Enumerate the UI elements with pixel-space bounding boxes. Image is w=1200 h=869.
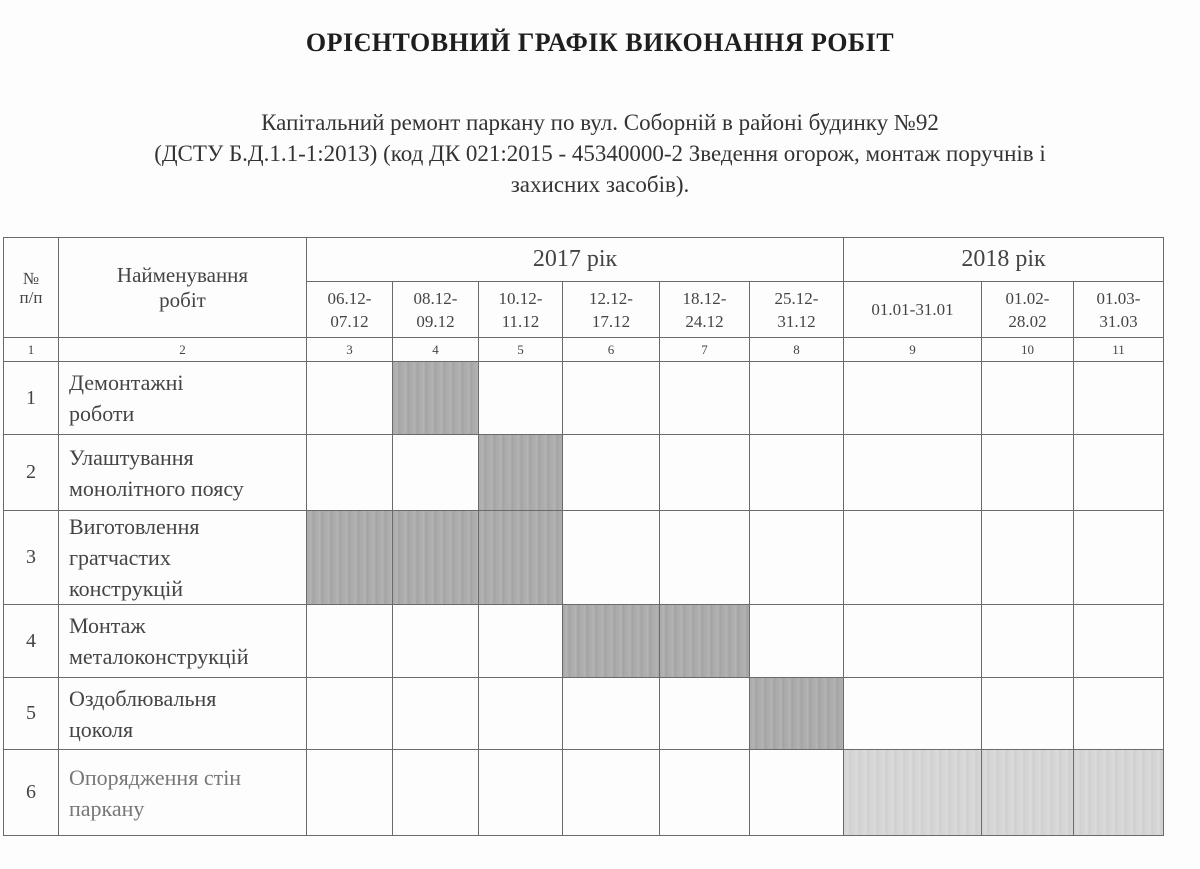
period-header-cell: [982, 282, 1074, 338]
column-number-cell: 6: [563, 338, 660, 362]
empty-period-cell: [844, 605, 982, 678]
empty-period-cell: [982, 362, 1074, 435]
period-label: 06.12- 07.12: [327, 288, 372, 331]
schedule-row: [4, 678, 1164, 750]
period-header-cell: [307, 282, 393, 338]
gantt-bar-cell: [982, 750, 1074, 836]
empty-period-cell: [982, 435, 1074, 511]
task-name: Оздоблювальня цоколя: [59, 678, 307, 750]
period-label: 12.12- 17.12: [589, 288, 633, 331]
task-name: Улаштування монолітного поясу: [59, 435, 307, 511]
schedule-row: [4, 750, 1164, 836]
period-label: 25.12- 31.12: [774, 288, 819, 331]
period-label: 08.12- 09.12: [413, 288, 458, 331]
empty-period-cell: [479, 750, 563, 836]
column-number-cell: 8: [750, 338, 844, 362]
period-label: 10.12- 11.12: [498, 288, 543, 331]
empty-period-cell: [844, 678, 982, 750]
column-number-cell: 5: [479, 338, 563, 362]
empty-period-cell: [563, 750, 660, 836]
column-number-cell: 7: [660, 338, 750, 362]
row-number: 5: [4, 678, 59, 750]
column-number-cell: 3: [307, 338, 393, 362]
empty-period-cell: [307, 362, 393, 435]
column-number-cell: 4: [393, 338, 479, 362]
period-header-cell: [393, 282, 479, 338]
task-name: Виготовлення гратчастих конструкцій: [59, 511, 307, 605]
gantt-bar-cell: [750, 678, 844, 750]
subtitle-line-2: (ДСТУ Б.Д.1.1-1:2013) (код ДК 021:2015 - 45340000-2 Зведення огорож, монтаж поручнів і: [154, 141, 1046, 166]
gantt-bar-cell: [660, 605, 750, 678]
period-header-cell: [1074, 282, 1164, 338]
empty-period-cell: [750, 511, 844, 605]
empty-period-cell: [1074, 511, 1164, 605]
empty-period-cell: [660, 511, 750, 605]
document-title: ОРІЄНТОВНИЙ ГРАФІК ВИКОНАННЯ РОБІТ: [305, 28, 895, 57]
gantt-bar-cell: [563, 605, 660, 678]
empty-period-cell: [1074, 362, 1164, 435]
column-number-row: [4, 338, 1164, 362]
row-number: 3: [4, 511, 59, 605]
empty-period-cell: [750, 750, 844, 836]
empty-period-cell: [563, 362, 660, 435]
header-number-label: № п/п: [19, 268, 43, 307]
column-number-cell: 9: [844, 338, 982, 362]
empty-period-cell: [844, 362, 982, 435]
empty-period-cell: [982, 605, 1074, 678]
period-label: 01.01-31.01: [871, 300, 954, 319]
empty-period-cell: [750, 362, 844, 435]
period-label: 01.02- 28.02: [1005, 288, 1050, 331]
gantt-bar-cell: [844, 750, 982, 836]
period-header-cell: [844, 282, 982, 338]
period-label: 18.12- 24.12: [682, 288, 727, 331]
empty-period-cell: [393, 678, 479, 750]
empty-period-cell: [307, 605, 393, 678]
empty-period-cell: [982, 511, 1074, 605]
column-number-cell: 10: [982, 338, 1074, 362]
gantt-bar-cell: [307, 511, 393, 605]
empty-period-cell: [660, 435, 750, 511]
empty-period-cell: [479, 678, 563, 750]
gantt-bar-cell: [393, 511, 479, 605]
schedule-row: [4, 362, 1164, 435]
empty-period-cell: [563, 678, 660, 750]
empty-period-cell: [1074, 435, 1164, 511]
empty-period-cell: [393, 435, 479, 511]
gantt-bar-cell: [479, 511, 563, 605]
empty-period-cell: [479, 605, 563, 678]
empty-period-cell: [1074, 678, 1164, 750]
empty-period-cell: [479, 362, 563, 435]
subtitle-line-3: захисних засобів).: [510, 172, 690, 197]
schedule-row: [4, 435, 1164, 511]
header-task-name-label: Найменування робіт: [116, 262, 249, 312]
header-number: [4, 238, 59, 338]
schedule-row: [4, 511, 1164, 605]
period-header-cell: [479, 282, 563, 338]
gantt-bar-cell: [393, 362, 479, 435]
empty-period-cell: [844, 435, 982, 511]
empty-period-cell: [307, 678, 393, 750]
empty-period-cell: [844, 511, 982, 605]
header-year-2018: 2018 рік: [844, 238, 1164, 282]
subtitle-line-1: Капітальний ремонт паркану по вул. Соборній в районі будинку №92: [261, 110, 939, 135]
schedule-table: [3, 237, 1164, 836]
schedule-body: [4, 238, 1164, 836]
empty-period-cell: [660, 678, 750, 750]
empty-period-cell: [307, 435, 393, 511]
schedule-row: [4, 605, 1164, 678]
document-subtitle: [20, 107, 1180, 200]
empty-period-cell: [660, 362, 750, 435]
header-year-2017: 2017 рік: [307, 238, 844, 282]
empty-period-cell: [307, 750, 393, 836]
task-name: Демонтажні роботи: [59, 362, 307, 435]
empty-period-cell: [750, 605, 844, 678]
row-number: 4: [4, 605, 59, 678]
row-number: 1: [4, 362, 59, 435]
gantt-bar-cell: [479, 435, 563, 511]
period-header-cell: [660, 282, 750, 338]
empty-period-cell: [660, 750, 750, 836]
gantt-bar-cell: [1074, 750, 1164, 836]
empty-period-cell: [563, 511, 660, 605]
empty-period-cell: [393, 605, 479, 678]
row-number: 6: [4, 750, 59, 836]
empty-period-cell: [1074, 605, 1164, 678]
period-header-cell: [563, 282, 660, 338]
column-number-cell: 2: [59, 338, 307, 362]
period-label: 01.03- 31.03: [1096, 288, 1141, 331]
empty-period-cell: [982, 678, 1074, 750]
row-number: 2: [4, 435, 59, 511]
column-number-cell: 1: [4, 338, 59, 362]
column-number-cell: 11: [1074, 338, 1164, 362]
empty-period-cell: [563, 435, 660, 511]
header-task-name: [59, 238, 307, 338]
empty-period-cell: [750, 435, 844, 511]
empty-period-cell: [393, 750, 479, 836]
period-header-cell: [750, 282, 844, 338]
task-name: Монтаж металоконструкцій: [59, 605, 307, 678]
task-name: Опорядження стін паркану: [59, 750, 307, 836]
